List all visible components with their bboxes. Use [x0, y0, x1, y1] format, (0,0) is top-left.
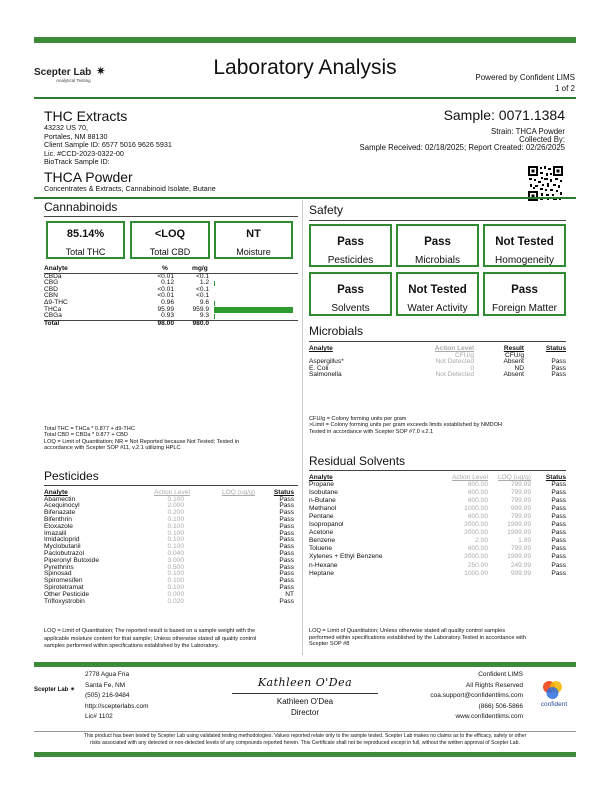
pest-status: Pass	[279, 583, 294, 591]
sol-action: 800.00	[467, 488, 488, 496]
analyte-name: CBN	[44, 292, 58, 300]
sol-status: Pass	[551, 545, 566, 553]
pest-analyte: Bifenthrin	[44, 515, 72, 523]
pesticides-rows	[44, 497, 298, 606]
sol-action: 800.00	[467, 496, 488, 504]
sol-action: 800.00	[467, 545, 488, 553]
solvents-notes	[309, 628, 526, 648]
pest-action: 0.100	[167, 529, 184, 537]
product-name: THCA Powder	[44, 169, 133, 185]
sol-action: 1000.00	[464, 569, 488, 577]
footer-addr-city: Santa Fe, NM	[85, 681, 126, 689]
pest-status: Pass	[279, 515, 294, 523]
cannabinoid-header	[44, 266, 298, 273]
solvent-row	[309, 571, 566, 579]
solvents-underline	[309, 470, 566, 471]
analyte-pct: <0.01	[157, 285, 174, 293]
sol-action: 800.00	[467, 512, 488, 520]
pest-action: 0.100	[167, 577, 184, 585]
footer-address	[85, 670, 149, 723]
note-total-thc: Total THC = THCa * 0.877 + d9-THC	[44, 426, 135, 432]
sol-loq: 1.99	[518, 537, 531, 545]
lims-website: www.confidentlims.com	[455, 713, 523, 720]
mic-analyte: Aspergillus*	[309, 358, 344, 366]
mic-unit-result: CFU/g	[504, 351, 524, 359]
pesticide-row	[44, 599, 298, 606]
sol-analyte: Methanol	[309, 504, 337, 512]
cannabinoid-rows	[44, 274, 298, 320]
sol-analyte: n-Butane	[309, 496, 336, 504]
mic-unit-action: CFU/g	[454, 351, 474, 359]
sol-status: Pass	[551, 553, 566, 561]
safety-water-activity-label: Water Activity	[407, 303, 468, 314]
sol-loq: 799.99	[510, 480, 531, 488]
sol-loq: 1999.99	[507, 521, 531, 529]
sol-action: 800.00	[467, 480, 488, 488]
client-info	[44, 124, 172, 167]
sol-status: Pass	[551, 529, 566, 537]
cannabinoid-table	[44, 266, 298, 327]
mic-col-analyte: Analyte	[309, 345, 333, 352]
confident-logo-icon	[541, 679, 565, 701]
sol-loq: 799.99	[510, 496, 531, 504]
pest-status: Pass	[279, 549, 294, 557]
cannabinoid-row	[44, 313, 298, 320]
mic-result: ND	[514, 364, 524, 372]
pest-action: 0.100	[167, 570, 184, 578]
sol-analyte: Acetone	[309, 529, 334, 537]
col-pct: %	[162, 265, 168, 272]
sol-action: 1000.00	[464, 504, 488, 512]
sol-analyte: Propane	[309, 480, 334, 488]
logo-text: Scepter Lab	[34, 67, 92, 78]
total-thc-label: Total THC	[65, 247, 106, 257]
analyte-pct: <0.01	[157, 292, 174, 300]
disclaimer	[34, 733, 576, 748]
safety-microbials-label: Microbials	[414, 255, 460, 266]
sol-loq: 1999.99	[507, 553, 531, 561]
pest-analyte: Abamectin	[44, 495, 76, 503]
product-category: Concentrates & Extracts, Cannabinoid Isolate, Butane	[44, 184, 216, 193]
sol-analyte: Benzene	[309, 537, 336, 545]
note-total-cbd: Total CBD = CBDa * 0.877 + CBD	[44, 432, 128, 439]
biotrack-id: BioTrack Sample ID:	[44, 157, 110, 167]
pest-analyte: Paclobutrazol	[44, 549, 84, 557]
sol-analyte: Xylenes + Ethyl Benzene	[309, 553, 383, 561]
mic-col-result: Result	[503, 345, 524, 352]
microbials-header	[309, 346, 566, 353]
pest-col-status: Status	[273, 489, 294, 496]
pest-action: 0.200	[167, 509, 184, 517]
mic-note-sop: Tested in accordance with Scepter SOP #7.0 v.2.1	[309, 428, 434, 435]
safety-microbials-value: Pass	[424, 236, 451, 248]
pest-status: Pass	[279, 509, 294, 517]
microbials-title: Microbials	[309, 324, 364, 338]
sol-loq: 1999.99	[507, 529, 531, 537]
safety-homogeneity-value: Not Tested	[495, 236, 554, 248]
pest-analyte: Other Pesticide	[44, 590, 90, 598]
analyte-name: Δ9-THC	[44, 298, 68, 306]
safety-homogeneity-label: Homogeneity	[495, 255, 554, 266]
mic-action: 0	[470, 364, 474, 372]
pesticides-table	[44, 490, 298, 605]
mic-col-status: Status	[545, 345, 566, 352]
pest-status: NT	[285, 590, 294, 598]
sol-action: 2000.00	[464, 553, 488, 561]
sol-status: Pass	[551, 521, 566, 529]
analyte-pct: 0.12	[161, 279, 174, 287]
pest-note-3: samples performed within specifications established by the Laboratory.	[44, 643, 219, 650]
safety-title: Safety	[309, 203, 344, 217]
bottom-bar	[34, 752, 576, 757]
mic-action: Not Detected	[435, 358, 474, 366]
sol-status: Pass	[551, 496, 566, 504]
footer-phone: (505) 216-9484	[85, 692, 130, 699]
cannabinoid-notes	[44, 426, 239, 451]
sol-col-status: Status	[545, 474, 566, 481]
pest-status: Pass	[279, 597, 294, 605]
total-thc-value: 85.14%	[66, 228, 105, 240]
total-cbd-value: <LOQ	[154, 228, 186, 240]
sol-status: Pass	[551, 512, 566, 520]
sol-note-1: LOQ = Limit of Quantitation; Unless otherwise stated all quality control samples	[309, 628, 506, 634]
pest-action: 0.100	[167, 536, 184, 544]
cannabinoid-total-row	[44, 321, 298, 328]
safety-solvents	[309, 272, 392, 316]
analyte-mg: 959.9	[192, 305, 209, 313]
footer-license: Lic# 1102	[85, 713, 113, 720]
analyte-mg: <0.1	[195, 272, 209, 280]
lims-phone: (866) 506-5866	[478, 702, 523, 710]
moisture-value: NT	[246, 228, 261, 240]
sol-status: Pass	[551, 504, 566, 512]
moisture-box	[214, 221, 293, 259]
pest-status: Pass	[279, 563, 294, 571]
footer-logo-text: Scepter Lab	[34, 687, 69, 693]
pest-action: 0.000	[167, 590, 184, 598]
analyte-pct: <0.01	[157, 272, 174, 280]
lims-name: Confident LIMS	[478, 671, 523, 678]
client-addr2: Portales, NM 88130	[44, 131, 108, 141]
pest-analyte: Imazalil	[44, 529, 67, 537]
pest-status: Pass	[279, 556, 294, 564]
sol-loq: 249.99	[510, 561, 531, 569]
solvents-rows	[309, 482, 566, 579]
mic-result: Absent	[503, 371, 524, 379]
pest-status: Pass	[279, 577, 294, 585]
lims-rights: All Rights Reserved	[465, 681, 523, 689]
pest-action: 0.100	[167, 583, 184, 591]
pest-action: 0.100	[167, 543, 184, 551]
sol-analyte: n-Hexane	[309, 561, 338, 569]
safety-foreign-matter	[483, 272, 566, 316]
pest-note-1: LOQ = Limit of Quantitation; The reported result is based on a sample weight with the	[44, 628, 256, 634]
top-bar	[34, 37, 576, 43]
sol-col-analyte: Analyte	[309, 474, 333, 481]
analyte-pct: 95.99	[157, 305, 174, 313]
footer-lims	[400, 670, 523, 723]
analyte-mg: 9.6	[199, 298, 209, 306]
pest-analyte: Etoxazole	[44, 522, 73, 530]
mic-analyte: Salmonella	[309, 371, 342, 379]
safety-water-activity-value: Not Tested	[408, 284, 467, 296]
pest-col-analyte: Analyte	[44, 489, 68, 496]
logo-subtitle: Analytical Testing	[56, 78, 91, 83]
sample-number: Sample: 0071.1384	[443, 107, 565, 123]
total-name: Total	[44, 319, 60, 327]
sample-collected: Collected By:	[519, 135, 565, 144]
note-loq: LOQ = Limit of Quantitation; NR = Not Reported because Not Tested; Tested in	[44, 438, 240, 445]
pest-status: Pass	[279, 570, 294, 578]
cannabinoid-bar	[214, 307, 293, 312]
analyte-mg: <0.1	[195, 285, 209, 293]
safety-pesticides-label: Pesticides	[327, 255, 374, 266]
mic-result: Absent	[503, 358, 524, 366]
sol-status: Pass	[551, 561, 566, 569]
total-pct: 98.00	[157, 319, 174, 327]
pest-note-2: applicable moisture content for that sample; Unless otherwise stated all quality control	[44, 635, 257, 642]
sol-analyte: Heptane	[309, 569, 334, 577]
pest-action: 0.040	[167, 549, 184, 557]
pesticides-title: Pesticides	[44, 469, 99, 483]
pest-analyte: Spirotetramat	[44, 583, 84, 591]
pest-status: Pass	[279, 529, 294, 537]
pest-status: Pass	[279, 522, 294, 530]
sol-analyte: Toluene	[309, 545, 333, 553]
mic-note-limit: >Limit = Colony forming units per gram exceeds limits established by NMDOH	[309, 422, 503, 429]
microbials-rows	[309, 359, 566, 379]
pest-action: 0.500	[167, 563, 184, 571]
total-thc-box	[46, 221, 125, 259]
sol-action: 250.00	[467, 561, 488, 569]
safety-solvents-label: Solvents	[331, 303, 370, 314]
sol-action: 2.00	[475, 537, 488, 545]
cannabinoid-bar	[214, 281, 215, 286]
cannabinoid-bar	[214, 314, 215, 319]
signature-line	[232, 693, 378, 694]
lims-email: coa.support@confidentlims.com	[430, 692, 523, 699]
analyte-name: CBG	[44, 279, 59, 287]
safety-homogeneity	[483, 224, 566, 267]
solvents-table	[309, 475, 566, 579]
footer-bar	[34, 662, 576, 667]
cannabinoid-bar	[214, 301, 215, 306]
logo	[34, 62, 126, 82]
mic-col-action: Action Level	[434, 345, 474, 352]
sol-note-3: Scepter SOP #8	[309, 641, 350, 648]
pest-analyte: Bifenazate	[44, 509, 76, 517]
client-addr1: 43232 US 70,	[44, 123, 88, 132]
pest-status: Pass	[279, 495, 294, 503]
disclaimer-line-2: risks associated with any detected or non-detected levels of any compounds reported herein. This Certificate shall not be reproduced except in full, without the written approval of Scepter Lab.	[90, 740, 520, 747]
pest-col-loq: LOQ (ug/g)	[222, 489, 255, 496]
sample-dates: Sample Received: 02/18/2025; Report Created: 02/26/2025	[359, 143, 565, 152]
analyte-mg: 1.2	[199, 279, 209, 287]
sol-analyte: Isopropanol	[309, 521, 344, 529]
analyte-name: CBGa	[44, 312, 62, 320]
analyte-pct: 0.93	[161, 312, 174, 320]
mic-action: Not Detected	[435, 371, 474, 379]
cannabinoids-underline	[44, 216, 298, 217]
microbial-row	[309, 372, 566, 379]
mic-status: Pass	[551, 364, 566, 372]
microbial-row	[309, 359, 566, 366]
sol-analyte: Pentane	[309, 512, 334, 520]
pesticides-notes	[44, 628, 256, 651]
pest-action: 2.000	[167, 502, 184, 510]
analyte-name: CBD	[44, 285, 58, 293]
pest-analyte: Acequinocyl	[44, 502, 80, 510]
total-cbd-box	[130, 221, 210, 259]
pest-col-action: Action Level	[154, 489, 190, 496]
sol-loq: 799.99	[510, 512, 531, 520]
sol-status: Pass	[551, 488, 566, 496]
col-mg: mg/g	[192, 265, 208, 272]
microbials-underline	[309, 341, 566, 342]
footer-logo	[34, 686, 75, 693]
analyte-name: THCa	[44, 305, 62, 313]
client-license: Lic. #CCD-2023-0322-00	[44, 148, 124, 158]
client-sample-id: Client Sample ID: 6577 5016 9626 5931	[44, 140, 172, 150]
sol-loq: 799.99	[510, 488, 531, 496]
note-sop: accordance with Scepter SOP #11, v.2.1 utilizing HPLC	[44, 444, 181, 451]
mic-analyte: E. Coli	[309, 364, 329, 372]
pest-action: 3.000	[167, 556, 184, 564]
cannabinoids-title: Cannabinoids	[44, 200, 118, 214]
pest-analyte: Spiromesifen	[44, 577, 83, 585]
pest-analyte: Myclobutanil	[44, 543, 81, 551]
pest-action: 0.100	[167, 495, 184, 503]
sol-analyte: Isobutane	[309, 488, 338, 496]
moisture-label: Moisture	[236, 247, 271, 257]
client-name: THC Extracts	[44, 108, 128, 124]
analyte-mg: <0.1	[195, 292, 209, 300]
sol-loq: 999.99	[510, 569, 531, 577]
page-title: Laboratory Analysis	[213, 56, 397, 79]
safety-pesticides-value: Pass	[337, 236, 364, 248]
page-number: 1 of 2	[554, 84, 575, 93]
signer-title: Director	[290, 708, 319, 717]
microbials-table	[309, 346, 566, 379]
sol-col-loq: LOQ (ug/g)	[498, 474, 531, 481]
pest-analyte: Imidacloprid	[44, 536, 80, 544]
safety-solvents-value: Pass	[337, 284, 364, 296]
footer-logo-star-icon: ✷	[70, 687, 76, 693]
signature: Kathleen O'Dea	[257, 676, 353, 689]
solvents-title: Residual Solvents	[309, 454, 406, 468]
microbials-notes	[309, 416, 502, 435]
pest-analyte: Spinosad	[44, 570, 72, 578]
col-analyte: Analyte	[44, 265, 68, 272]
disclaimer-divider	[34, 731, 576, 732]
pest-status: Pass	[279, 502, 294, 510]
pesticides-underline	[44, 485, 298, 486]
logo-star-icon: ✷	[95, 64, 106, 78]
sol-status: Pass	[551, 537, 566, 545]
pest-status: Pass	[279, 536, 294, 544]
info-divider	[34, 197, 576, 199]
safety-water-activity	[396, 272, 479, 316]
sol-note-2: performed within specifications established by the Laboratory.Tested in accordance with	[309, 634, 526, 641]
pest-action: 0.100	[167, 515, 184, 523]
sol-col-action: Action Level	[452, 474, 488, 481]
sol-action: 2000.00	[464, 521, 488, 529]
total-cbd-label: Total CBD	[149, 247, 191, 257]
pest-status: Pass	[279, 543, 294, 551]
pest-action: 0.100	[167, 522, 184, 530]
sol-loq: 799.99	[510, 545, 531, 553]
safety-microbials	[396, 224, 479, 267]
confident-brand: confident	[540, 701, 568, 708]
sol-action: 2000.00	[464, 529, 488, 537]
mic-status: Pass	[551, 371, 566, 379]
pest-analyte: Trifloxystrobin	[44, 597, 85, 605]
safety-underline	[309, 220, 566, 221]
footer-addr-street: 2778 Agua Fria	[85, 671, 130, 678]
sol-loq: 999.99	[510, 504, 531, 512]
safety-pesticides	[309, 224, 392, 267]
footer-website: http://scepterlabs.com	[85, 702, 149, 710]
mic-note-cfu: CFU/g = Colony forming units per gram	[309, 416, 407, 422]
analyte-mg: 9.3	[199, 312, 209, 320]
sol-status: Pass	[551, 480, 566, 488]
sample-strain: Strain: THCA Powder	[491, 127, 565, 136]
safety-foreign-matter-label: Foreign Matter	[491, 303, 558, 314]
powered-by: Powered by Confident LIMS	[475, 73, 575, 82]
signer-name: Kathleen O'Dea	[276, 697, 334, 706]
sol-status: Pass	[551, 569, 566, 577]
total-mg: 980.0	[192, 319, 209, 327]
analyte-pct: 0.96	[161, 298, 174, 306]
disclaimer-line-1: This product has been tested by Scepter Lab using validated testing methodologies. Values reported relate only to the sample tested. Scepter Lab makes no claims as to the efficacy, safety or other	[83, 733, 527, 739]
pest-analyte: Pyrethrins	[44, 563, 74, 571]
pest-analyte: Piperonyl Butoxide	[44, 556, 99, 564]
column-divider	[302, 200, 303, 655]
header-divider	[34, 97, 576, 99]
pest-action: 0.020	[167, 597, 184, 605]
mic-status: Pass	[551, 358, 566, 366]
safety-foreign-matter-value: Pass	[511, 284, 538, 296]
analyte-name: CBDa	[44, 272, 62, 280]
